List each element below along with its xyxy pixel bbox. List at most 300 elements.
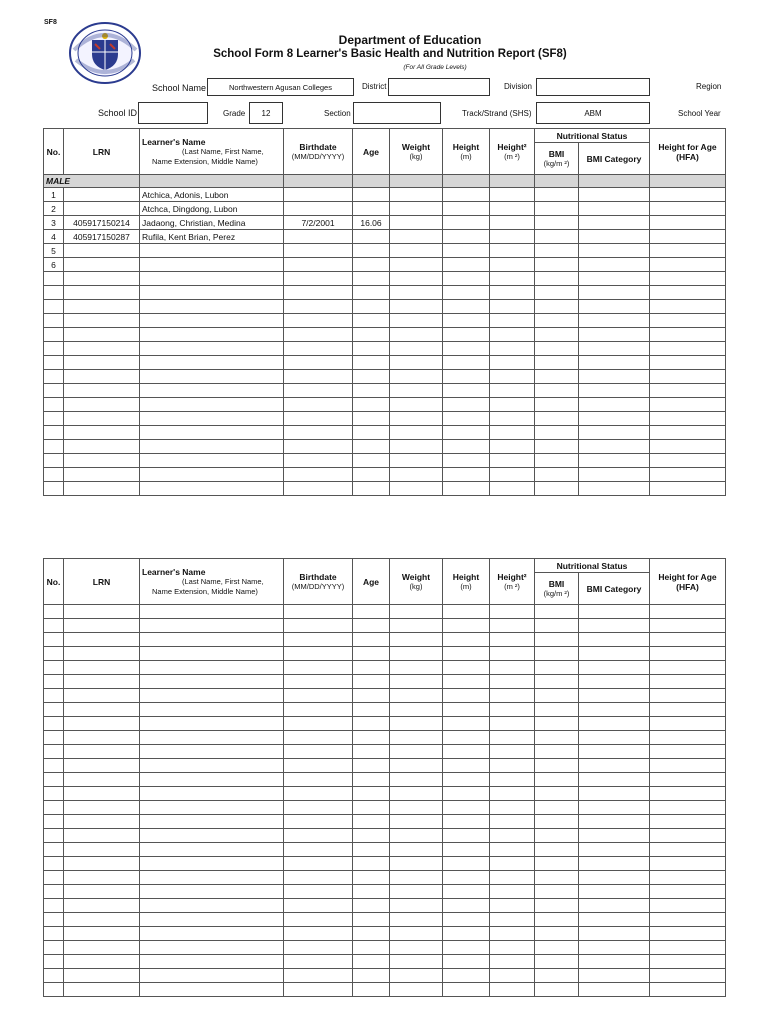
table-cell[interactable] [579,412,650,426]
table-cell[interactable] [353,605,390,619]
table-cell[interactable] [579,899,650,913]
table-cell[interactable] [353,759,390,773]
table-cell[interactable] [284,815,353,829]
table-cell[interactable] [44,619,64,633]
table-cell[interactable] [535,829,579,843]
table-cell[interactable] [535,398,579,412]
table-cell[interactable] [650,745,726,759]
track-strand-field[interactable]: ABM [536,102,650,124]
table-cell[interactable] [140,927,284,941]
table-cell[interactable] [390,801,443,815]
table-cell[interactable] [443,927,490,941]
table-cell[interactable] [44,482,64,496]
table-cell[interactable] [284,342,353,356]
table-cell[interactable] [284,927,353,941]
table-cell[interactable] [353,412,390,426]
table-cell[interactable] [443,801,490,815]
table-cell[interactable] [140,759,284,773]
table-cell[interactable] [390,759,443,773]
table-cell[interactable] [579,258,650,272]
table-cell[interactable] [579,216,650,230]
table-cell[interactable] [650,426,726,440]
table-cell[interactable] [443,829,490,843]
table-cell[interactable] [64,342,140,356]
table-cell[interactable] [44,815,64,829]
table-cell[interactable] [443,398,490,412]
table-cell[interactable] [650,300,726,314]
table-cell[interactable] [44,675,64,689]
table-cell[interactable] [284,272,353,286]
table-cell[interactable] [64,829,140,843]
table-cell[interactable] [443,370,490,384]
table-cell[interactable] [353,468,390,482]
table-cell[interactable] [443,619,490,633]
table-cell[interactable] [44,913,64,927]
table-cell[interactable] [650,941,726,955]
table-cell[interactable] [44,955,64,969]
table-cell[interactable] [535,913,579,927]
table-cell[interactable] [443,745,490,759]
table-cell[interactable] [284,412,353,426]
table-cell[interactable] [490,244,535,258]
table-cell[interactable] [140,468,284,482]
table-cell[interactable] [490,633,535,647]
table-cell[interactable] [64,412,140,426]
table-cell[interactable] [490,955,535,969]
table-cell[interactable] [490,815,535,829]
table-cell[interactable] [443,843,490,857]
table-cell[interactable] [650,244,726,258]
table-cell[interactable] [650,258,726,272]
table-cell[interactable] [140,398,284,412]
table-cell[interactable] [490,454,535,468]
table-cell[interactable] [579,342,650,356]
table-cell[interactable] [490,605,535,619]
table-cell[interactable] [64,787,140,801]
table-cell[interactable] [650,230,726,244]
table-cell[interactable] [650,913,726,927]
table-cell[interactable] [443,188,490,202]
table-cell[interactable] [64,773,140,787]
table-cell[interactable] [44,454,64,468]
table-cell[interactable] [579,230,650,244]
table-cell[interactable] [650,787,726,801]
section-field[interactable] [353,102,441,124]
cell-name[interactable] [140,244,284,258]
table-cell[interactable] [284,913,353,927]
table-cell[interactable] [64,731,140,745]
table-cell[interactable] [353,370,390,384]
table-cell[interactable] [443,300,490,314]
table-cell[interactable] [284,787,353,801]
table-cell[interactable] [353,815,390,829]
table-cell[interactable] [44,468,64,482]
table-cell[interactable] [390,829,443,843]
table-cell[interactable] [284,871,353,885]
table-cell[interactable] [650,188,726,202]
table-cell[interactable] [579,244,650,258]
table-cell[interactable] [443,454,490,468]
table-cell[interactable] [284,703,353,717]
table-cell[interactable] [490,773,535,787]
table-cell[interactable] [443,955,490,969]
table-cell[interactable] [490,482,535,496]
table-cell[interactable] [579,717,650,731]
table-cell[interactable] [44,689,64,703]
table-cell[interactable] [353,314,390,328]
table-cell[interactable] [140,286,284,300]
table-cell[interactable] [64,955,140,969]
table-cell[interactable] [579,801,650,815]
table-cell[interactable] [443,468,490,482]
table-cell[interactable] [579,829,650,843]
table-cell[interactable] [390,703,443,717]
table-cell[interactable] [64,468,140,482]
table-cell[interactable] [579,356,650,370]
table-cell[interactable] [579,605,650,619]
table-cell[interactable] [535,216,579,230]
table-cell[interactable] [390,202,443,216]
table-cell[interactable] [579,703,650,717]
table-cell[interactable] [650,328,726,342]
table-cell[interactable] [535,801,579,815]
table-cell[interactable] [579,426,650,440]
table-cell[interactable] [579,885,650,899]
table-cell[interactable] [353,969,390,983]
table-cell[interactable] [490,258,535,272]
table-cell[interactable] [579,773,650,787]
table-cell[interactable] [44,899,64,913]
table-cell[interactable] [140,787,284,801]
table-cell[interactable] [390,745,443,759]
table-cell[interactable] [284,717,353,731]
table-cell[interactable] [284,661,353,675]
table-cell[interactable] [390,717,443,731]
table-cell[interactable] [535,773,579,787]
table-cell[interactable] [490,829,535,843]
table-cell[interactable] [284,647,353,661]
table-cell[interactable] [535,188,579,202]
table-cell[interactable] [650,843,726,857]
table-cell[interactable] [44,661,64,675]
table-cell[interactable] [390,342,443,356]
table-cell[interactable] [353,703,390,717]
table-cell[interactable] [490,188,535,202]
cell-birthdate[interactable] [284,188,353,202]
table-cell[interactable] [490,384,535,398]
table-cell[interactable] [390,955,443,969]
table-cell[interactable] [284,286,353,300]
table-cell[interactable] [44,843,64,857]
table-cell[interactable] [140,899,284,913]
cell-no[interactable]: 3 [44,216,64,230]
table-cell[interactable] [390,370,443,384]
cell-lrn[interactable]: 405917150214 [64,216,140,230]
table-cell[interactable] [44,703,64,717]
table-cell[interactable] [44,370,64,384]
table-cell[interactable] [579,661,650,675]
table-cell[interactable] [140,370,284,384]
table-cell[interactable] [579,633,650,647]
table-cell[interactable] [535,468,579,482]
table-cell[interactable] [390,843,443,857]
table-cell[interactable] [535,356,579,370]
cell-age[interactable] [353,188,390,202]
table-cell[interactable] [650,216,726,230]
table-cell[interactable] [353,899,390,913]
table-cell[interactable] [443,871,490,885]
table-cell[interactable] [284,619,353,633]
table-cell[interactable] [44,384,64,398]
table-cell[interactable] [650,983,726,997]
table-cell[interactable] [535,258,579,272]
table-cell[interactable] [140,983,284,997]
table-cell[interactable] [64,605,140,619]
table-cell[interactable] [443,969,490,983]
table-cell[interactable] [140,717,284,731]
table-cell[interactable] [579,482,650,496]
table-cell[interactable] [650,647,726,661]
table-cell[interactable] [490,230,535,244]
table-cell[interactable] [579,314,650,328]
table-cell[interactable] [490,857,535,871]
table-cell[interactable] [284,300,353,314]
table-cell[interactable] [443,328,490,342]
table-cell[interactable] [579,927,650,941]
table-cell[interactable] [443,605,490,619]
table-cell[interactable] [353,857,390,871]
table-cell[interactable] [490,703,535,717]
table-cell[interactable] [650,815,726,829]
table-cell[interactable] [535,703,579,717]
table-cell[interactable] [535,871,579,885]
table-cell[interactable] [443,230,490,244]
table-cell[interactable] [64,717,140,731]
table-cell[interactable] [64,871,140,885]
table-cell[interactable] [650,857,726,871]
table-cell[interactable] [64,661,140,675]
table-cell[interactable] [443,356,490,370]
table-cell[interactable] [490,913,535,927]
table-cell[interactable] [64,857,140,871]
table-cell[interactable] [490,286,535,300]
table-cell[interactable] [535,717,579,731]
table-cell[interactable] [390,661,443,675]
table-cell[interactable] [44,398,64,412]
table-cell[interactable] [390,300,443,314]
table-cell[interactable] [535,328,579,342]
table-cell[interactable] [579,913,650,927]
table-cell[interactable] [579,731,650,745]
table-cell[interactable] [140,619,284,633]
table-cell[interactable] [390,731,443,745]
table-cell[interactable] [390,440,443,454]
table-cell[interactable] [579,286,650,300]
cell-no[interactable]: 2 [44,202,64,216]
table-cell[interactable] [64,482,140,496]
table-cell[interactable] [535,244,579,258]
table-cell[interactable] [390,468,443,482]
table-cell[interactable] [353,829,390,843]
table-cell[interactable] [443,913,490,927]
table-cell[interactable] [650,633,726,647]
table-cell[interactable] [64,983,140,997]
table-cell[interactable] [490,927,535,941]
cell-no[interactable]: 5 [44,244,64,258]
table-cell[interactable] [140,482,284,496]
table-cell[interactable] [140,773,284,787]
table-cell[interactable] [443,885,490,899]
table-cell[interactable] [490,272,535,286]
table-cell[interactable] [443,314,490,328]
table-cell[interactable] [64,745,140,759]
table-cell[interactable] [390,426,443,440]
table-cell[interactable] [353,983,390,997]
table-cell[interactable] [64,633,140,647]
table-cell[interactable] [353,633,390,647]
table-cell[interactable] [535,314,579,328]
table-cell[interactable] [579,843,650,857]
table-cell[interactable] [140,356,284,370]
table-cell[interactable] [64,619,140,633]
cell-birthdate[interactable] [284,202,353,216]
table-cell[interactable] [490,356,535,370]
table-cell[interactable] [650,689,726,703]
table-cell[interactable] [44,759,64,773]
table-cell[interactable] [284,843,353,857]
table-cell[interactable] [353,328,390,342]
table-cell[interactable] [140,633,284,647]
table-cell[interactable] [579,300,650,314]
table-cell[interactable] [390,619,443,633]
table-cell[interactable] [64,815,140,829]
table-cell[interactable] [140,454,284,468]
table-cell[interactable] [64,647,140,661]
table-cell[interactable] [390,328,443,342]
table-cell[interactable] [490,440,535,454]
table-cell[interactable] [44,969,64,983]
table-cell[interactable] [353,801,390,815]
cell-age[interactable] [353,244,390,258]
table-cell[interactable] [140,843,284,857]
table-cell[interactable] [579,440,650,454]
table-cell[interactable] [44,356,64,370]
table-cell[interactable] [490,731,535,745]
table-cell[interactable] [490,899,535,913]
table-cell[interactable] [140,731,284,745]
table-cell[interactable] [650,412,726,426]
table-cell[interactable] [284,605,353,619]
table-cell[interactable] [353,286,390,300]
table-cell[interactable] [390,675,443,689]
table-cell[interactable] [44,857,64,871]
table-cell[interactable] [535,843,579,857]
table-cell[interactable] [44,773,64,787]
table-cell[interactable] [353,927,390,941]
table-cell[interactable] [579,983,650,997]
table-cell[interactable] [490,661,535,675]
table-cell[interactable] [390,871,443,885]
table-cell[interactable] [535,384,579,398]
table-cell[interactable] [443,342,490,356]
table-cell[interactable] [535,689,579,703]
cell-age[interactable] [353,202,390,216]
table-cell[interactable] [140,342,284,356]
cell-name[interactable]: Atchica, Adonis, Lubon [140,188,284,202]
table-cell[interactable] [44,342,64,356]
table-cell[interactable] [353,717,390,731]
table-cell[interactable] [284,829,353,843]
table-cell[interactable] [650,969,726,983]
table-cell[interactable] [443,941,490,955]
table-cell[interactable] [650,731,726,745]
table-cell[interactable] [64,356,140,370]
table-cell[interactable] [353,787,390,801]
cell-lrn[interactable] [64,202,140,216]
table-cell[interactable] [490,689,535,703]
table-cell[interactable] [490,619,535,633]
table-cell[interactable] [284,857,353,871]
table-cell[interactable] [284,955,353,969]
table-cell[interactable] [490,745,535,759]
table-cell[interactable] [443,384,490,398]
table-cell[interactable] [535,857,579,871]
table-cell[interactable] [44,787,64,801]
table-cell[interactable] [579,398,650,412]
table-cell[interactable] [284,983,353,997]
table-cell[interactable] [353,661,390,675]
table-cell[interactable] [443,983,490,997]
table-cell[interactable] [650,759,726,773]
table-cell[interactable] [490,342,535,356]
table-cell[interactable] [44,633,64,647]
table-cell[interactable] [443,426,490,440]
table-cell[interactable] [44,328,64,342]
table-cell[interactable] [390,216,443,230]
table-cell[interactable] [284,773,353,787]
table-cell[interactable] [64,703,140,717]
table-cell[interactable] [650,398,726,412]
table-cell[interactable] [64,300,140,314]
table-cell[interactable] [140,314,284,328]
school-name-field[interactable]: Northwestern Agusan Colleges [207,78,354,96]
table-cell[interactable] [490,871,535,885]
table-cell[interactable] [650,885,726,899]
table-cell[interactable] [650,605,726,619]
table-cell[interactable] [443,773,490,787]
table-cell[interactable] [44,745,64,759]
table-cell[interactable] [390,913,443,927]
table-cell[interactable] [535,759,579,773]
cell-name[interactable]: Jadaong, Christian, Medina [140,216,284,230]
table-cell[interactable] [284,356,353,370]
table-cell[interactable] [443,731,490,745]
table-cell[interactable] [390,482,443,496]
table-cell[interactable] [390,286,443,300]
table-cell[interactable] [443,675,490,689]
table-cell[interactable] [140,426,284,440]
table-cell[interactable] [535,955,579,969]
table-cell[interactable] [390,258,443,272]
table-cell[interactable] [535,661,579,675]
cell-lrn[interactable] [64,188,140,202]
table-cell[interactable] [284,745,353,759]
table-cell[interactable] [535,899,579,913]
table-cell[interactable] [353,426,390,440]
table-cell[interactable] [535,202,579,216]
table-cell[interactable] [390,384,443,398]
table-cell[interactable] [140,384,284,398]
